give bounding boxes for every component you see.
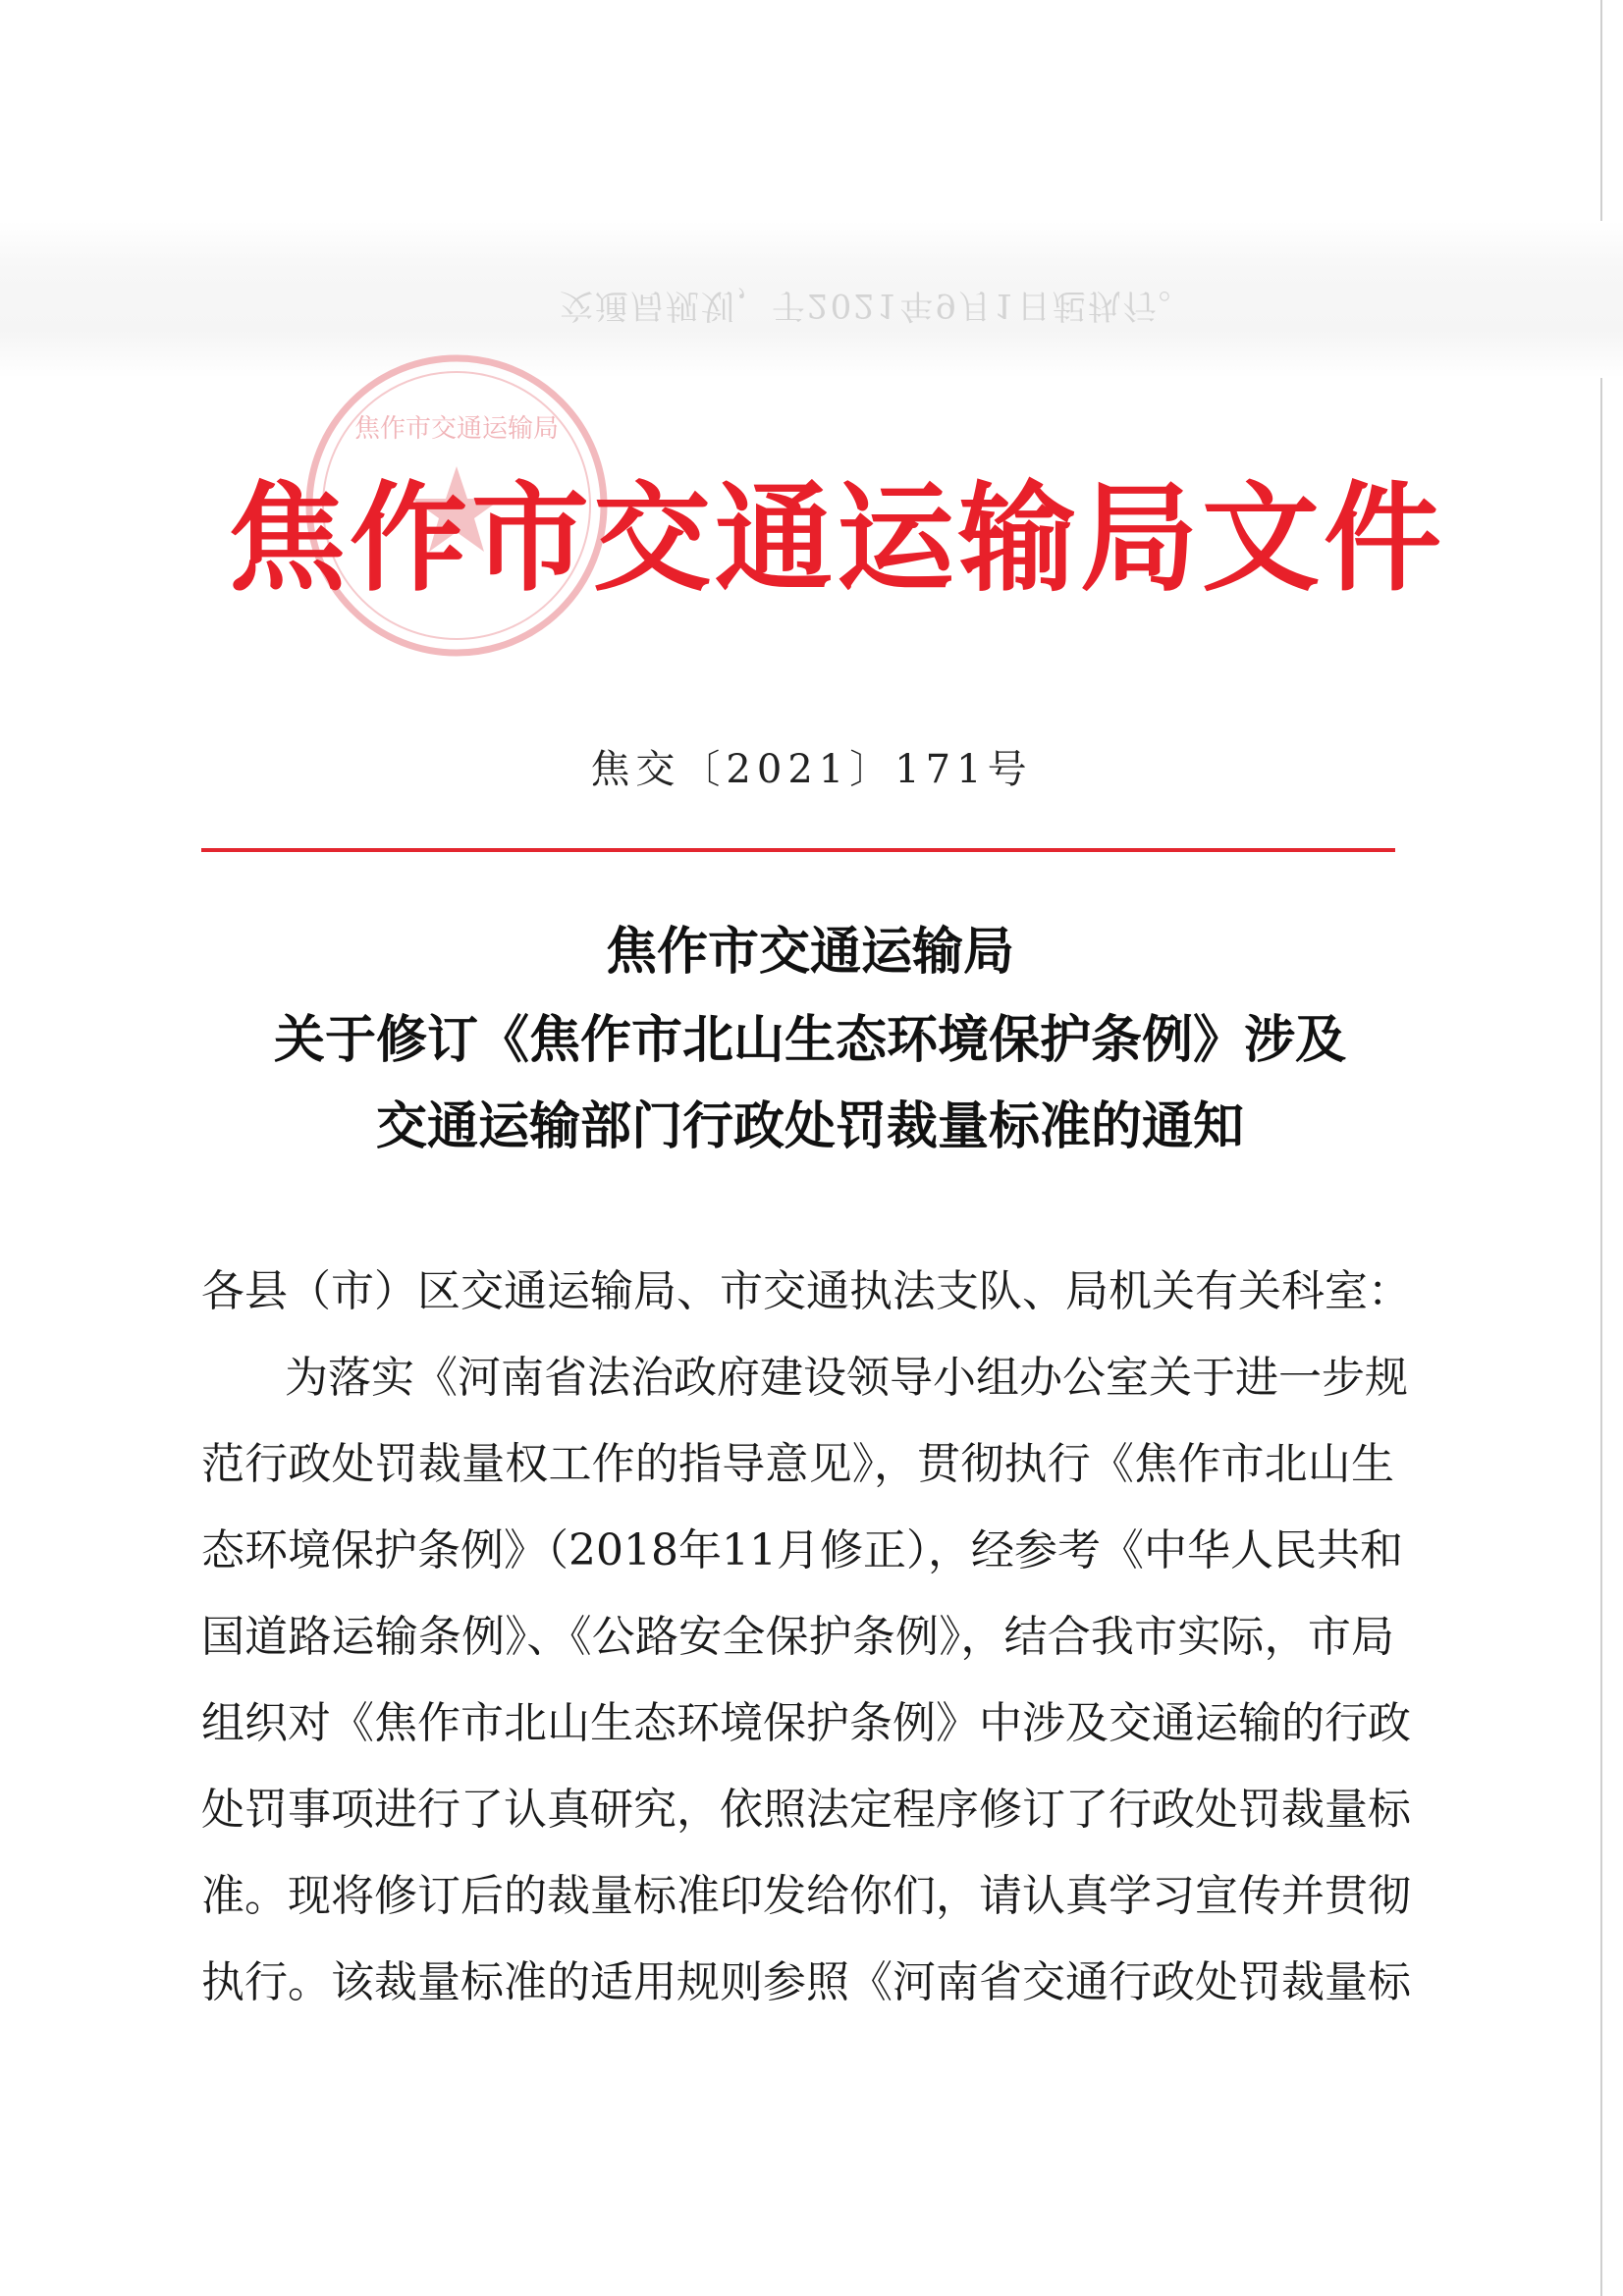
- body-line: 执行。该裁量标准的适用规则参照《河南省交通行政处罚裁量标: [201, 1957, 1411, 2007]
- title-line-2: 关于修订《焦作市北山生态环境保护条例》涉及: [273, 1011, 1346, 1070]
- body-line: 处罚事项进行了认真研究，依照法定程序修订了行政处罚裁量标: [201, 1785, 1411, 1835]
- title-line-3: 交通运输部门行政处罚裁量标准的通知: [375, 1097, 1244, 1156]
- body-line: 态环境保护条例》（2018年11月修正），经参考《中华人民共和: [201, 1525, 1403, 1575]
- body-line: 组织对《焦作市北山生态环境保护条例》中涉及交通运输的行政: [201, 1698, 1411, 1748]
- bleed-through-text: 交通局规划，于2021年9月1日起执行。: [560, 286, 1194, 325]
- body-line: 准。现将修订后的裁量标准印发给你们，请认真学习宣传并贯彻: [201, 1871, 1411, 1921]
- title-line-1: 焦作市交通运输局: [605, 923, 1014, 982]
- body-line: 国道路运输条例》、《公路安全保护条例》，结合我市实际，市局: [201, 1612, 1394, 1662]
- red-divider-rule: [201, 848, 1395, 852]
- document-number: 焦交〔2021〕171号: [590, 747, 1033, 792]
- svg-text:焦作市交通运输局: 焦作市交通运输局: [353, 414, 560, 444]
- body-line: 为落实《河南省法治政府建设领导小组办公室关于进一步规: [285, 1353, 1408, 1403]
- salutation: 各县（市）区交通运输局、市交通执法支队、局机关有关科室：: [201, 1266, 1411, 1316]
- document-issuer-header: 焦作市交通运输局文件: [228, 471, 1445, 608]
- body-line: 范行政处罚裁量权工作的指导意见》，贯彻执行《焦作市北山生: [201, 1439, 1394, 1489]
